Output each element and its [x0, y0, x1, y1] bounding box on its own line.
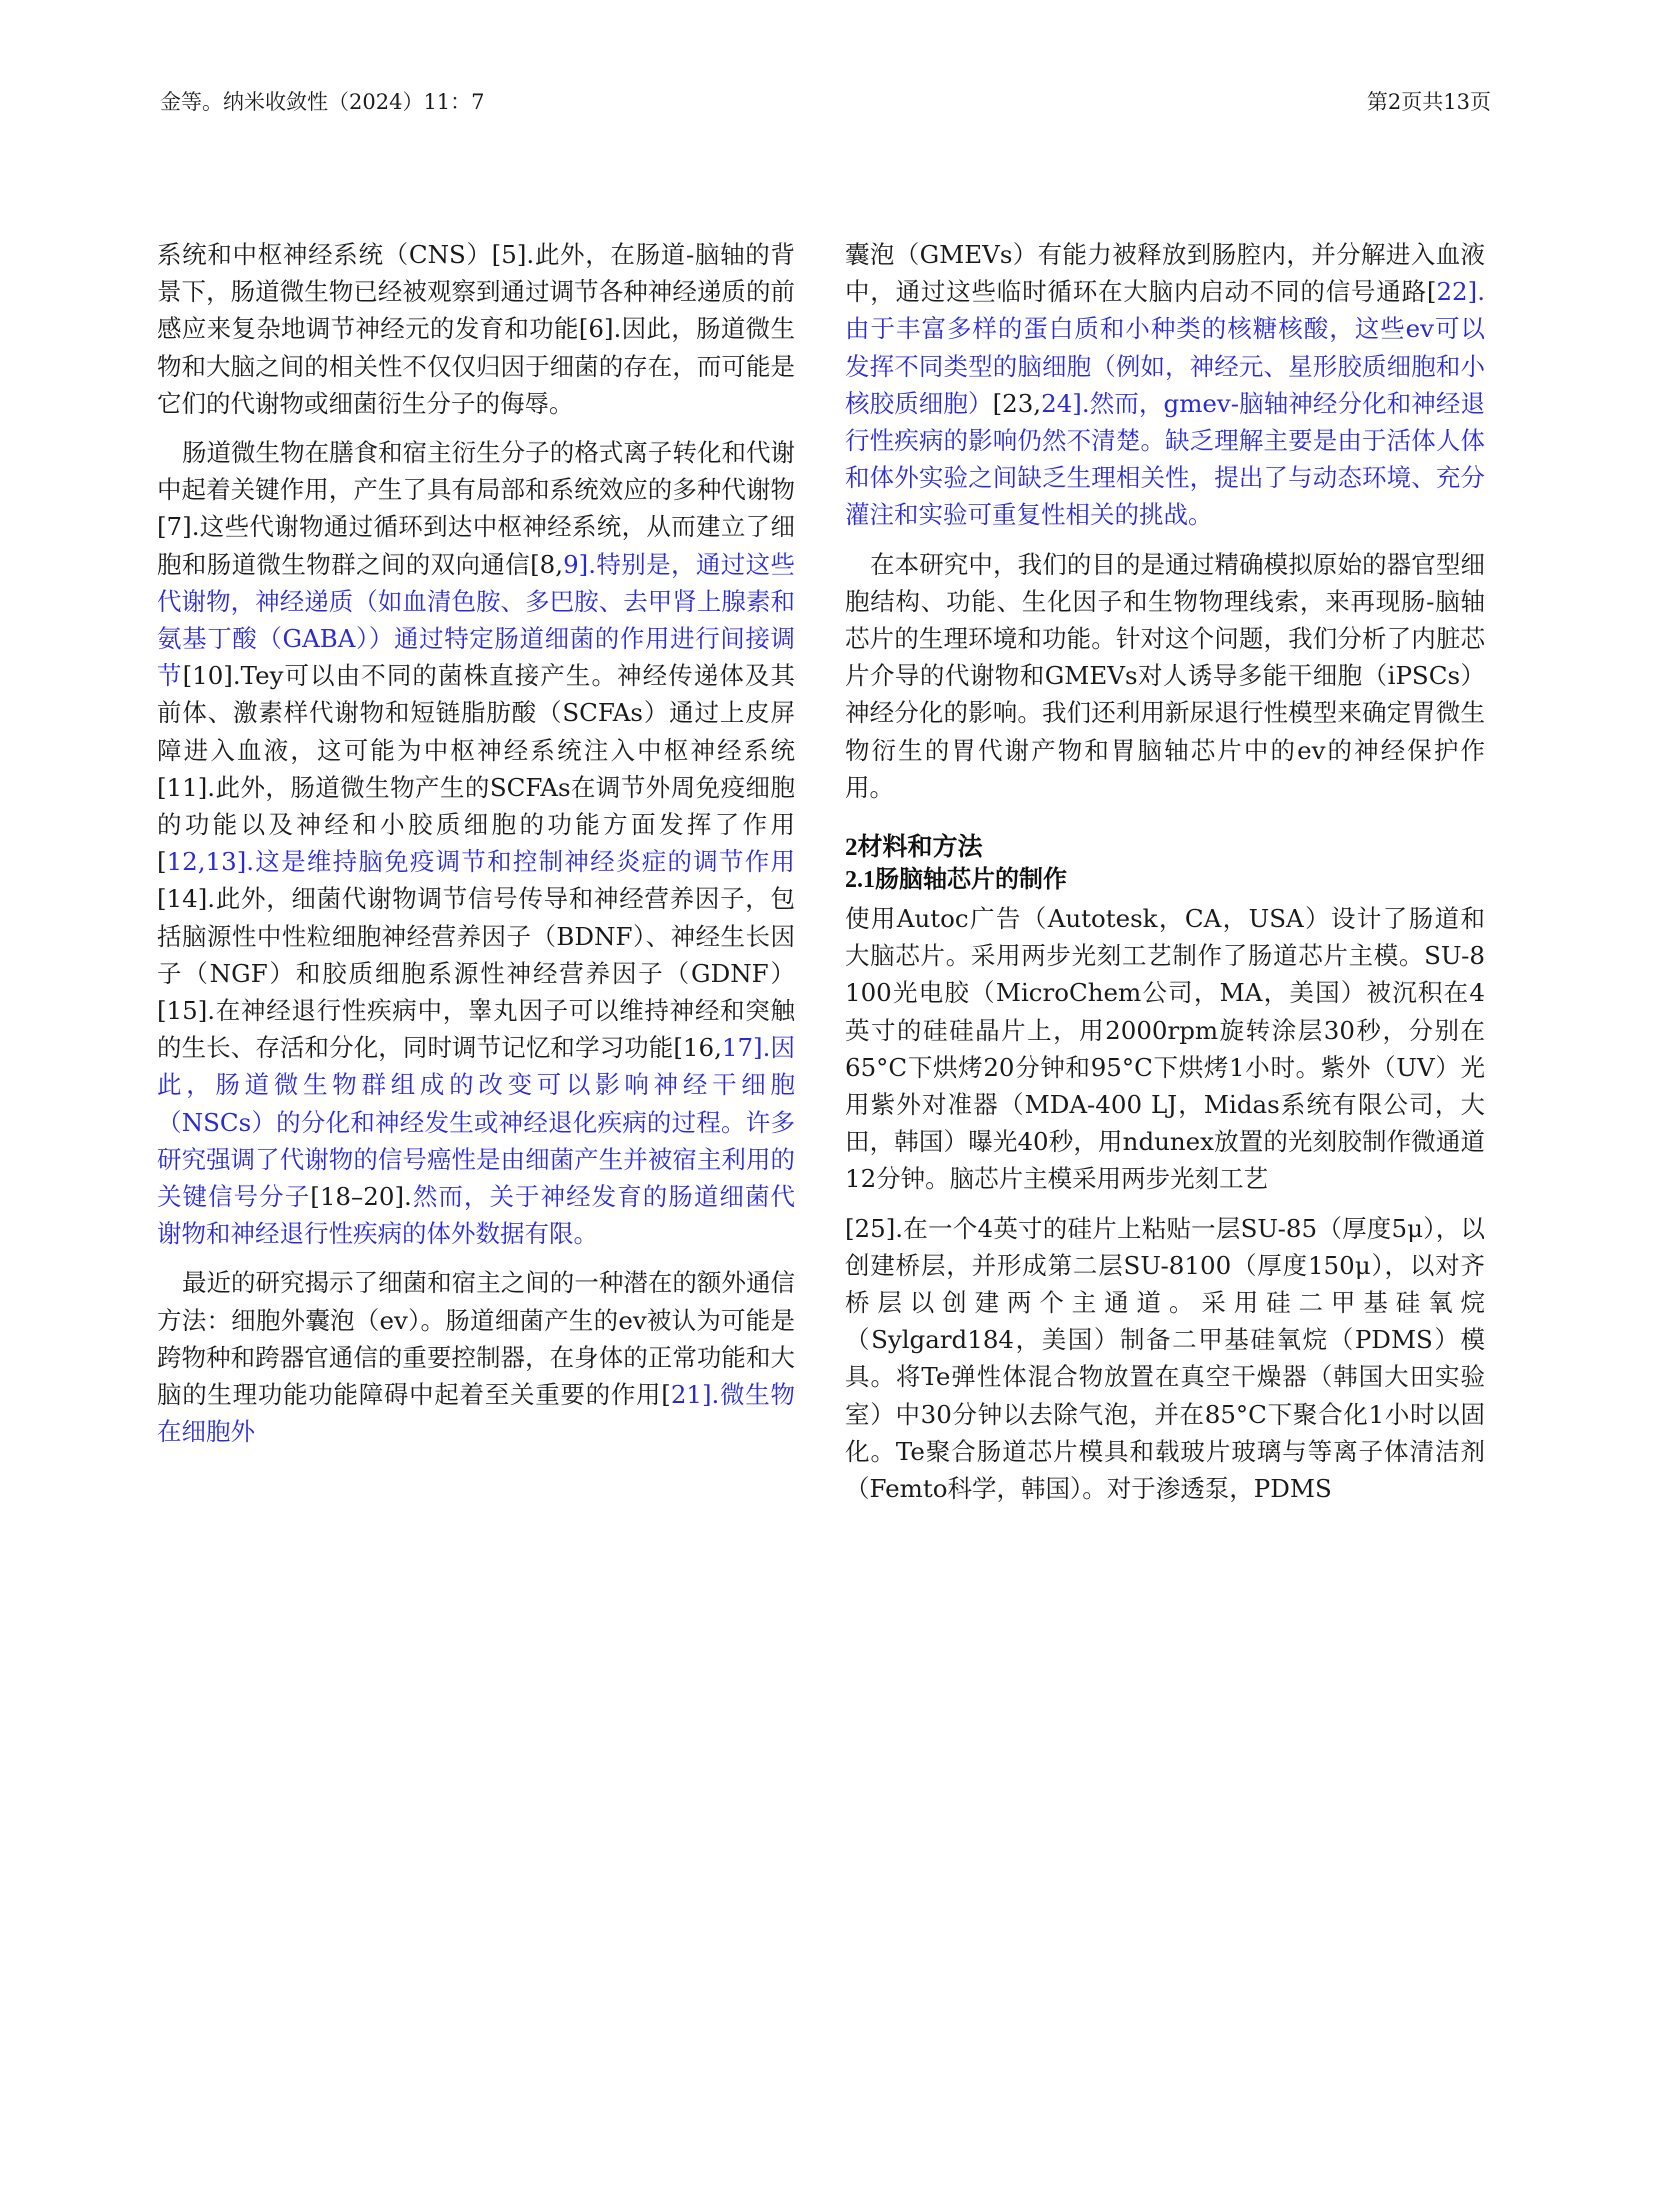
paragraph-7: [25].在一个4英寸的硅片上粘贴一层SU-85（厚度5μ），以创建桥层，并形成第二层SU-8100（厚度150μ），以对齐桥层以创建两个主通道。采用硅二甲基硅氧烷（Sylgard184，美国）制备二甲基硅氧烷（PDMS）模具。将Te弹性体混合物放置在真空干燥器（韩国大田实验室）中30分钟以去除气泡，并在85°C下聚合化1小时以固化。Te聚合肠道芯片模具和载玻片玻璃与等离子体清洁剂（Femto科学，韩国）。对于渗透泵，PDMS	[845, 1213, 1485, 1504]
text-run: [10].Tey可以由不同的菌株直接产生。神经传递体及其前体、激素样代谢物和短链脂肪酸（SCFAs）通过上皮屏障进入血液，这可能为中枢神经系统注入中枢神经系统[11].此外，肠道微生物产生的SCFAs在调节外周免疫细胞的功能以及神经和小胶质细胞的功能方面发挥了作用[	[157, 661, 795, 877]
citation-link[interactable]: 21].微生物在细胞外	[157, 1380, 795, 1447]
running-header	[160, 86, 1491, 118]
citation-link[interactable]: 然而，关于神经发育的肠道细菌代谢物和神经退行性疾病的体外数据有限。	[157, 1182, 795, 1249]
text-run: 囊泡（GMEVs）有能力被释放到肠腔内，并分解进入血液中，通过这些临时循环在大脑内启动不同的信号通路[	[845, 240, 1485, 307]
citation-link[interactable]: 12,13].这是维持脑免疫调节和控制神经炎症的调节作用	[166, 847, 795, 877]
paragraph-6: 使用Autoc广告（Autotesk，CA，USA）设计了肠道和大脑芯片。采用两步光刻工艺制作了肠道芯片主模。SU-8 100光电胶（MicroChem公司，MA，美国）被沉积在4英寸的硅硅晶片上，用2000rpm旋转涂层30秒，分别在65°C下烘烤20分钟和95°C下烘烤1小时。紫外（UV）光用紫外对准器（MDA-400 LJ，Midas系统有限公司，大田，韩国）曝光40秒，用ndunex放置的光刻胶制作微通道12分钟。脑芯片主模采用两步光刻工艺	[845, 904, 1485, 1194]
text-run: 系统和中枢神经系统（CNS）[5].此外，在肠道-脑轴的背景下，肠道微生物已经被观察到通过调节各种神经递质的前感应来复杂地调节神经元的发育和功能[6].因此，肠道微生物和大脑之间的相关性不仅仅归因于细菌的存在，而可能是它们的代谢物或细菌衍生分子的侮辱。	[157, 240, 795, 418]
paragraph-1	[157, 236, 795, 422]
left-column	[157, 236, 795, 1463]
text-run: [23,	[992, 388, 1042, 418]
section-heading: 2材料和方法	[845, 834, 983, 862]
paragraph-5: 在本研究中，我们的目的是通过精确模拟原始的器官型细胞结构、功能、生化因子和生物物理线索，来再现肠-脑轴芯片的生理环境和功能。针对这个问题，我们分析了内脏芯片介导的代谢物和GMEVs对人诱导多能干细胞（iPSCs）神经分化的影响。我们还利用新尿退行性模型来确定胃微生物衍生的胃代谢产物和胃脑轴芯片中的ev的神经保护作用。	[845, 549, 1485, 802]
citation-link[interactable]: 9].特别是，通过这些代谢物，神经递质（如血清色胺、多巴胺、去甲肾上腺素和氨基丁酸（GABA））通过特定肠道细菌的作用进行间接调节	[157, 549, 795, 691]
citation-link[interactable]: 17].因此，肠道微生物群组成的改变可以影响神经干细胞（NSCs）的分化和神经发生或神经退化疾病的过程。许多研究强调了代谢物的信号癌性是由细菌产生并被宿主利用的关键信号分子	[157, 1033, 795, 1212]
citation-link[interactable]: 22].由于丰富多样的蛋白质和小种类的核糖核酸，这些ev可以发挥不同类型的脑细胞（例如，神经元、星形胶质细胞和小核胶质细胞）	[845, 277, 1485, 418]
citation-link[interactable]: 24].然而，gmev-脑轴神经分化和神经退行性疾病的影响仍然不清楚。缺乏理解主要是由于活体人体和体外实验之间缺乏生理相关性，提出了与动态环境、充分灌注和实验可重复性相关的挑战。	[845, 388, 1485, 530]
subsection-heading: 2.1肠脑轴芯片的制作	[845, 867, 1067, 894]
paragraph-3	[157, 1264, 795, 1450]
text-run: 肠道微生物在膳食和宿主衍生分子的格式离子转化和代谢中起着关键作用，产生了具有局部和系统效应的多种代谢物[7].这些代谢物通过循环到达中枢神经系统，从而建立了细胞和肠道微生物群之间的双向通信[8,	[157, 438, 795, 579]
text-run: [14].此外，细菌代谢物调节信号传导和神经营养因子，包括脑源性中性粒细胞神经营养因子（BDNF）、神经生长因子（NGF）和胶质细胞系源性神经营养因子（GDNF）[15].在神经退行性疾病中，睾丸因子可以维持神经和突触的生长、存活和分化，同时调节记忆和学习功能[16,	[157, 884, 795, 1063]
page-number: 第2页共13页	[1366, 90, 1491, 114]
text-run: 最近的研究揭示了细菌和宿主之间的一种潜在的额外通信方法：细胞外囊泡（ev）。肠道细菌产生的ev被认为可能是跨物种和跨器官通信的重要控制器，在身体的正常功能和大脑的生理功能功能障碍中起着至关重要的作用[	[157, 1268, 795, 1410]
paragraph-2	[157, 434, 795, 1252]
text-run: [18–20].	[310, 1182, 412, 1212]
paragraph-4	[845, 236, 1485, 534]
right-column	[845, 236, 1485, 1519]
journal-citation: 金等。纳米收敛性（2024）11：7	[160, 90, 485, 114]
